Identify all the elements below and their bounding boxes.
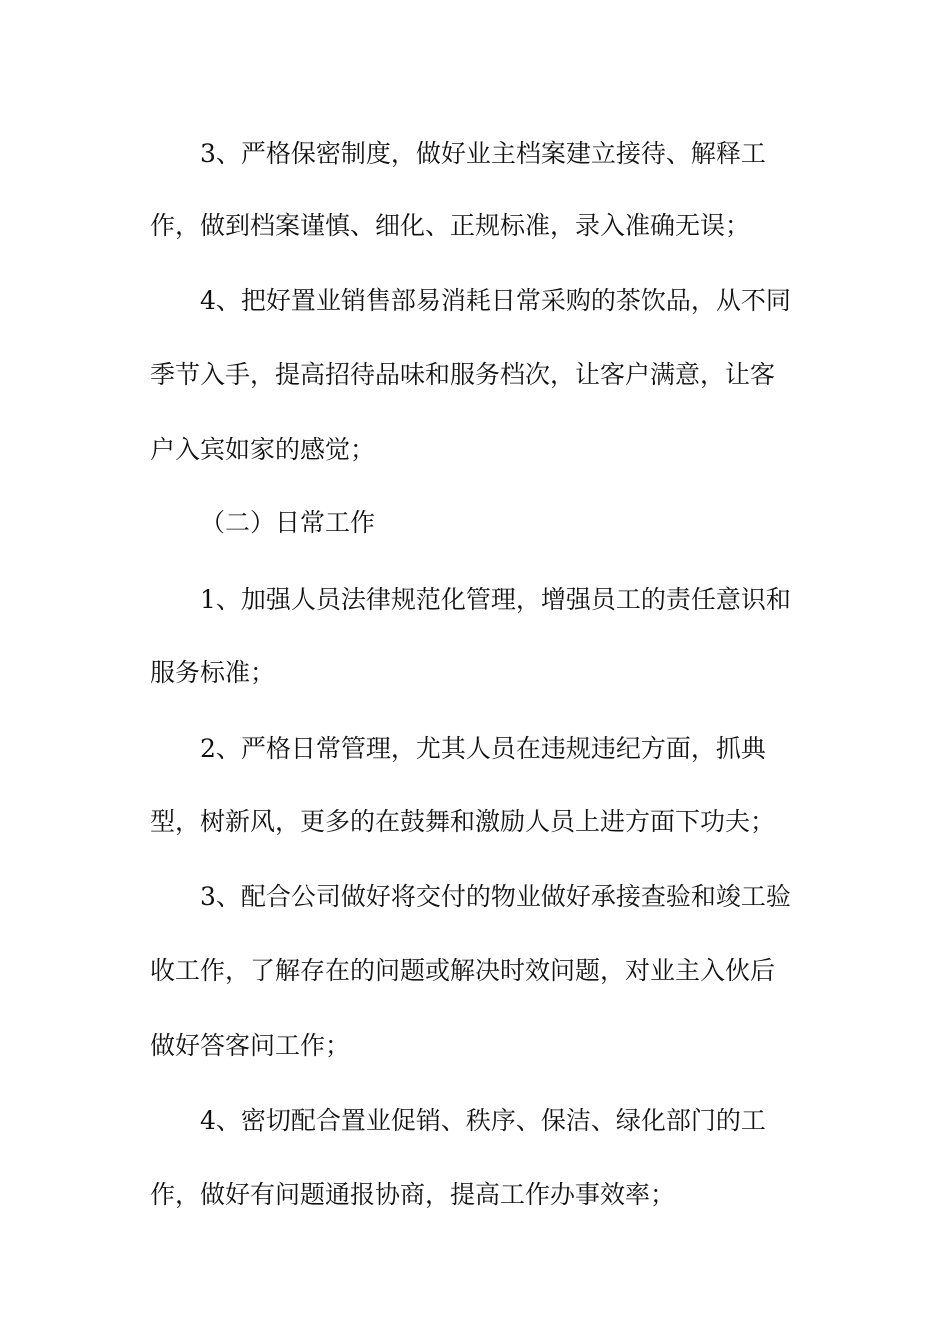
paragraph-line: 做好答客问工作； <box>150 1031 351 1060</box>
paragraph-line: 型，树新风，更多的在鼓舞和激励人员上进方面下功夫； <box>150 807 776 836</box>
paragraph-line: 4、密切配合置业促销、秩序、保洁、绿化部门的工 <box>200 1106 766 1135</box>
paragraph-line: 3、配合公司做好将交付的物业做好承接查验和竣工验 <box>200 882 791 911</box>
paragraph-line: 季节入手，提高招待品味和服务档次，让客户满意，让客 <box>150 360 776 389</box>
paragraph-line: 服务标准； <box>150 658 276 687</box>
paragraph-line: 1、加强人员法律规范化管理，增强员工的责任意识和 <box>200 585 791 614</box>
paragraph-line: 户入宾如家的感觉； <box>150 435 376 464</box>
paragraph-line: 2、严格日常管理，尤其人员在违规违纪方面，抓典 <box>200 734 766 763</box>
paragraph-line: 作，做好有问题通报协商，提高工作办事效率； <box>150 1180 676 1209</box>
paragraph-line: 3、严格保密制度，做好业主档案建立接待、解释工 <box>200 139 766 168</box>
paragraph-line: 收工作，了解存在的问题或解决时效问题，对业主入伙后 <box>150 956 776 985</box>
section-heading: （二）日常工作 <box>200 508 376 537</box>
paragraph-line: 作，做到档案谨慎、细化、正规标准，录入准确无误； <box>150 211 751 240</box>
paragraph-line: 4、把好置业销售部易消耗日常采购的茶饮品，从不同 <box>200 286 791 315</box>
